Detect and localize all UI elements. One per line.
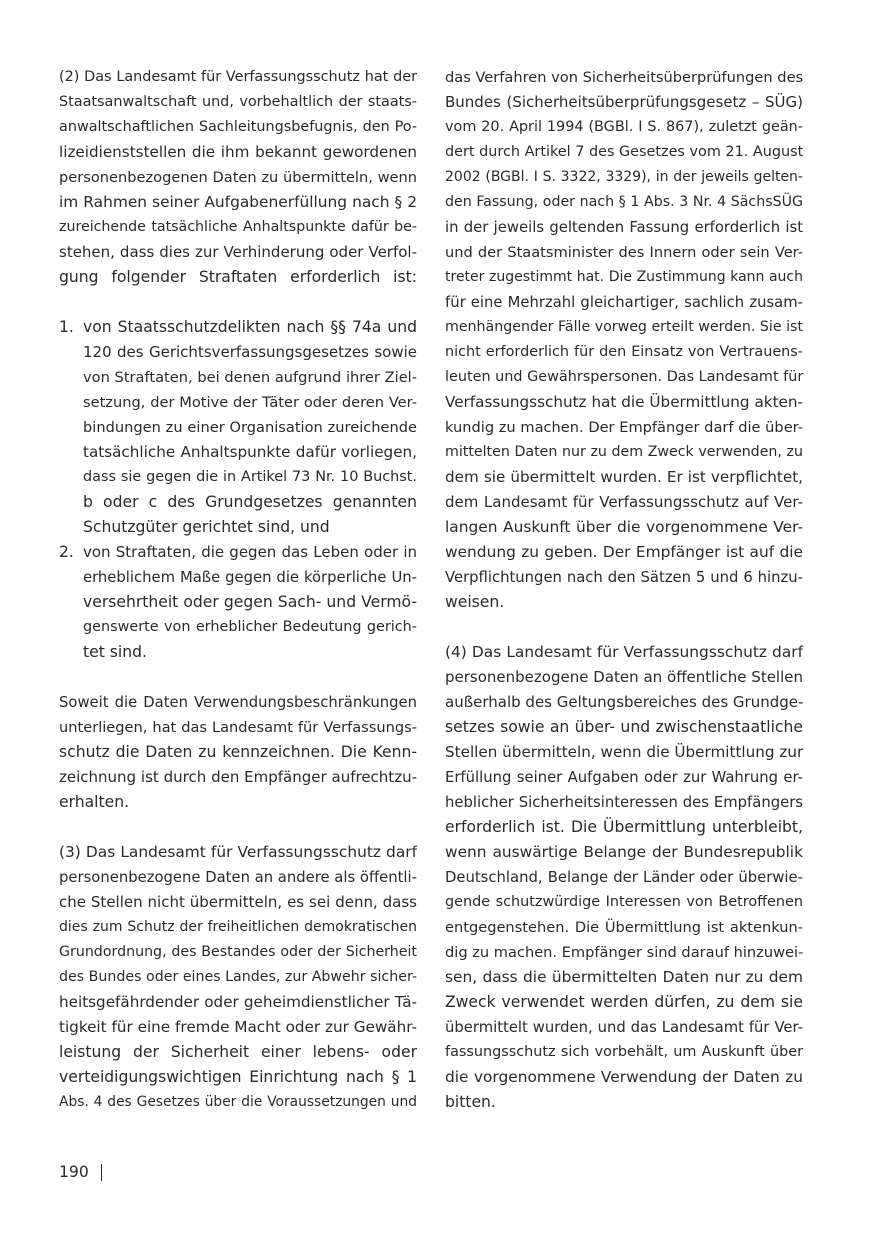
text-line: von Staatsschutzdelikten nach §§ 74a und	[83, 318, 417, 336]
text-line: menhängender Fälle vorweg erteilt werden. Sie ist	[445, 319, 804, 335]
text-line: erforderlich ist. Die Übermittlung unterbleibt,	[445, 818, 803, 836]
text-line: des Bundes oder eines Landes, zur Abwehr sicher-	[59, 969, 417, 985]
text-line: tet sind.	[83, 643, 147, 661]
page-number: 190	[59, 1163, 89, 1181]
text-line: lizeidienststellen die ihm bekannt gewordenen	[59, 143, 417, 161]
text-line: gende schutzwürdige Interessen von Betroffenen	[445, 894, 803, 910]
text-line: personenbezogenen Daten zu übermitteln, wenn	[59, 169, 417, 186]
text-line: Grundordnung, des Bestandes oder der Sicherheit	[59, 944, 417, 960]
text-line: nicht erforderlich für den Einsatz von Vertrauens-	[445, 344, 803, 360]
page-footer	[59, 1160, 102, 1185]
text-line: weisen.	[445, 593, 505, 611]
text-line: versehrtheit oder gegen Sach- und Vermö-	[83, 593, 417, 611]
text-line: fassungsschutz sich vorbehält, um Auskunft über	[445, 1044, 803, 1060]
text-line: setzung, der Motive der Täter oder deren Ver-	[83, 394, 417, 411]
text-line: personenbezogene Daten an andere als öffentli-	[59, 869, 417, 886]
text-line: tatsächliche Anhaltspunkte dafür vorliegen,	[83, 443, 417, 461]
text-line: dem sie übermittelt wurden. Er ist verpflichtet,	[445, 468, 803, 486]
text-line: (4) Das Landesamt für Verfassungsschutz darf	[445, 643, 803, 661]
text-line: sen, dass die übermittelten Daten nur zu dem	[445, 968, 803, 986]
text-line: vom 20. April 1994 (BGBl. I S. 867), zuletzt geän-	[445, 119, 803, 135]
text-line: stehen, dass dies zur Verhinderung oder Verfol-	[59, 243, 417, 261]
text-line: mittelten Daten nur zu dem Zweck verwenden, zu	[445, 444, 803, 460]
text-line: verteidigungswichtigen Einrichtung nach § 1	[59, 1068, 417, 1086]
text-line: dies zum Schutz der freiheitlichen demokratischen	[59, 919, 417, 935]
text-line: Verpflichtungen nach den Sätzen 5 und 6 hinzu-	[445, 569, 803, 586]
text-line: und der Staatsminister des Innern oder sein Ver-	[445, 244, 803, 261]
text-line: leuten und Gewährspersonen. Das Landesamt für	[445, 369, 804, 385]
text-line: dem Landesamt für Verfassungsschutz auf Ver-	[445, 493, 803, 511]
text-line: gung folgender Straftaten erforderlich ist:	[59, 268, 417, 286]
paragraph-3	[59, 840, 417, 1115]
text-line: Zweck verwendet werden dürfen, zu dem sie	[445, 993, 803, 1011]
text-line: kundig zu machen. Der Empfänger darf die über-	[445, 419, 803, 436]
text-line: den Fassung, oder nach § 1 Abs. 3 Nr. 4 SächsSÜG	[445, 194, 803, 210]
text-line: personenbezogene Daten an öffentliche Stellen	[445, 668, 803, 686]
text-line: bindungen zu einer Organisation zureichende	[83, 419, 417, 436]
list-number: 1.	[59, 318, 74, 336]
paragraph-soweit	[59, 690, 417, 815]
text-line: b oder c des Grundgesetzes genannten	[83, 493, 417, 511]
text-line: übermittelt wurden, und das Landesamt für Ver-	[445, 1019, 803, 1036]
text-line: wenn auswärtige Belange der Bundesrepublik	[445, 843, 803, 861]
list-item-text	[83, 315, 417, 540]
text-line: außerhalb des Geltungsbereiches des Grundge-	[445, 693, 804, 711]
left-column	[59, 65, 417, 1115]
text-line: Bundes (Sicherheitsüberprüfungsgesetz – SÜG)	[445, 93, 803, 111]
text-line: in der jeweils geltenden Fassung erforderlich ist	[445, 219, 803, 236]
text-line: von Straftaten, bei denen aufgrund ihrer Ziel-	[83, 369, 417, 386]
text-line: die vorgenommene Verwendung der Daten zu	[445, 1068, 803, 1086]
text-line: genswerte von erheblicher Bedeutung gerich-	[83, 619, 417, 635]
paragraph-2-list	[59, 315, 417, 665]
text-line: leistung der Sicherheit einer lebens- oder	[59, 1043, 417, 1061]
text-line: dig zu machen. Empfänger sind darauf hinzuwei-	[445, 944, 804, 961]
paragraph-4	[445, 640, 803, 1115]
text-line: tigkeit für eine fremde Macht oder zur Gewähr-	[59, 1018, 417, 1036]
text-line: heitsgefährdender oder geheimdienstlicher Tä-	[59, 993, 417, 1011]
text-line: von Straftaten, die gegen das Leben oder in	[83, 543, 417, 561]
text-line: unterliegen, hat das Landesamt für Verfassungs-	[59, 719, 417, 736]
list-item-text	[83, 540, 417, 665]
text-line: Verfassungsschutz hat die Übermittlung akten-	[445, 393, 803, 411]
text-line: bitten.	[445, 1093, 496, 1111]
text-line: Staatsanwaltschaft und, vorbehaltlich der staats-	[59, 94, 417, 110]
text-line: Deutschland, Belange der Länder oder überwie-	[445, 869, 803, 886]
text-line: für eine Mehrzahl gleichartiger, sachlich zusam-	[445, 294, 803, 311]
text-line: wendung zu geben. Der Empfänger ist auf die	[445, 543, 803, 561]
text-line: Abs. 4 des Gesetzes über die Voraussetzungen und	[59, 1094, 417, 1110]
text-line: zureichende tatsächliche Anhaltspunkte dafür be-	[59, 219, 417, 235]
text-line: 120 des Gerichtsverfassungsgesetzes sowie	[83, 343, 417, 361]
text-line: entgegenstehen. Die Übermittlung ist aktenkun-	[445, 919, 803, 936]
text-line: Schutzgüter gerichtet sind, und	[83, 518, 330, 536]
list-item	[59, 315, 417, 540]
text-line: treter zugestimmt hat. Die Zustimmung kann auch	[445, 269, 803, 285]
text-line: heblicher Sicherheitsinteressen des Empfängers	[445, 794, 803, 811]
text-line: langen Auskunft über die vorgenommene Ver-	[445, 518, 803, 536]
text-line: dass sie gegen die in Artikel 73 Nr. 10 Buchst.	[83, 469, 417, 485]
text-line: Erfüllung seiner Aufgaben oder zur Wahrung er-	[445, 769, 803, 786]
right-column	[445, 65, 803, 1115]
text-line: im Rahmen seiner Aufgabenerfüllung nach § 2	[59, 193, 417, 211]
text-line: schutz die Daten zu kennzeichnen. Die Kenn-	[59, 743, 417, 761]
text-line: erheblichem Maße gegen die körperliche Un-	[83, 569, 417, 586]
text-line: zeichnung ist durch den Empfänger aufrechtzu-	[59, 768, 417, 786]
text-line: setzes sowie an über- und zwischenstaatliche	[445, 718, 803, 736]
list-number: 2.	[59, 543, 74, 561]
text-line: che Stellen nicht übermitteln, es sei denn, dass	[59, 893, 417, 911]
text-line: Stellen übermitteln, wenn die Übermittlung zur	[445, 743, 804, 761]
footer-divider	[101, 1164, 102, 1181]
text-line: (3) Das Landesamt für Verfassungsschutz darf	[59, 843, 417, 861]
text-line: anwaltschaftlichen Sachleitungsbefugnis, den Po-	[59, 119, 417, 135]
paragraph-3-continued	[445, 65, 803, 615]
list-item	[59, 540, 417, 665]
text-line: erhalten.	[59, 793, 130, 811]
text-line: das Verfahren von Sicherheitsüberprüfungen des	[445, 69, 804, 86]
text-line: 2002 (BGBl. I S. 3322, 3329), in der jeweils gelten-	[445, 169, 803, 185]
paragraph-2	[59, 65, 417, 290]
text-line: (2) Das Landesamt für Verfassungsschutz hat der	[59, 69, 417, 85]
text-line: Soweit die Daten Verwendungsbeschränkungen	[59, 694, 417, 711]
text-line: dert durch Artikel 7 des Gesetzes vom 21. August	[445, 144, 804, 160]
